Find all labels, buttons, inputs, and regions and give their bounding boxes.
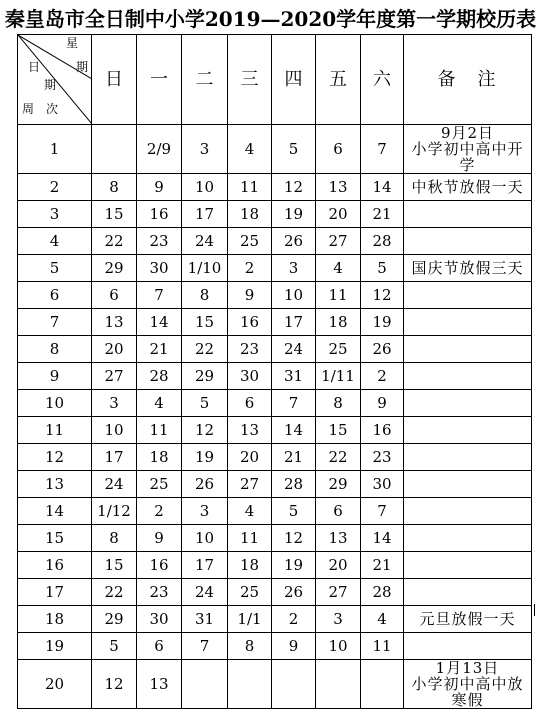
date-cell-wed: 11 <box>228 174 272 201</box>
date-cell-tue: 26 <box>182 471 228 498</box>
date-cell-sun: 17 <box>92 444 137 471</box>
date-cell-wed: 11 <box>228 525 272 552</box>
week-row <box>18 633 532 660</box>
date-cell-mon: 6 <box>137 633 182 660</box>
week-row <box>18 552 532 579</box>
date-cell-mon: 7 <box>137 282 182 309</box>
date-cell-mon: 4 <box>137 390 182 417</box>
date-cell-thu: 26 <box>272 228 316 255</box>
day-header-sun: 日 <box>92 35 137 125</box>
date-cell-sun: 15 <box>92 552 137 579</box>
date-cell-mon: 9 <box>137 525 182 552</box>
date-cell-mon: 18 <box>137 444 182 471</box>
note-cell <box>404 633 532 660</box>
date-cell-sun: 10 <box>92 417 137 444</box>
note-cell <box>404 363 532 390</box>
date-cell-sat: 7 <box>361 498 404 525</box>
date-cell-wed: 18 <box>228 201 272 228</box>
note-cell <box>404 390 532 417</box>
date-cell-tue: 5 <box>182 390 228 417</box>
week-number: 11 <box>18 417 92 444</box>
date-cell-mon: 21 <box>137 336 182 363</box>
week-row <box>18 228 532 255</box>
date-cell-wed: 9 <box>228 282 272 309</box>
date-cell-sun: 13 <box>92 309 137 336</box>
week-row <box>18 444 532 471</box>
date-cell-tue <box>182 660 228 709</box>
date-cell-thu: 5 <box>272 125 316 174</box>
date-cell-thu: 7 <box>272 390 316 417</box>
note-cell <box>404 552 532 579</box>
week-number: 19 <box>18 633 92 660</box>
note-line-2: 小学初中高中开学 <box>411 140 524 174</box>
date-cell-sat: 28 <box>361 228 404 255</box>
date-cell-thu: 5 <box>272 498 316 525</box>
date-cell-tue: 24 <box>182 579 228 606</box>
week-row <box>18 282 532 309</box>
week-number: 15 <box>18 525 92 552</box>
week-row <box>18 255 532 282</box>
week-number: 4 <box>18 228 92 255</box>
date-cell-thu: 28 <box>272 471 316 498</box>
week-row <box>18 201 532 228</box>
note-cell <box>404 228 532 255</box>
date-cell-tue: 3 <box>182 498 228 525</box>
note-cell <box>404 579 532 606</box>
date-cell-mon: 16 <box>137 552 182 579</box>
date-cell-thu: 2 <box>272 606 316 633</box>
date-cell-tue: 8 <box>182 282 228 309</box>
date-cell-sun: 8 <box>92 174 137 201</box>
date-cell-fri: 18 <box>316 309 361 336</box>
date-cell-fri: 6 <box>316 498 361 525</box>
week-number: 8 <box>18 336 92 363</box>
date-cell-fri: 1/11 <box>316 363 361 390</box>
date-cell-sat: 14 <box>361 525 404 552</box>
date-cell-thu: 12 <box>272 525 316 552</box>
date-cell-sun: 6 <box>92 282 137 309</box>
date-cell-fri: 13 <box>316 525 361 552</box>
date-cell-mon: 16 <box>137 201 182 228</box>
date-cell-thu: 19 <box>272 552 316 579</box>
date-cell-sun: 3 <box>92 390 137 417</box>
date-cell-sat: 4 <box>361 606 404 633</box>
date-cell-wed: 30 <box>228 363 272 390</box>
date-cell-mon: 13 <box>137 660 182 709</box>
note-cell <box>404 498 532 525</box>
note-cell <box>404 444 532 471</box>
date-cell-sun: 27 <box>92 363 137 390</box>
date-cell-wed: 27 <box>228 471 272 498</box>
date-cell-thu: 17 <box>272 309 316 336</box>
week-row <box>18 174 532 201</box>
date-cell-mon: 23 <box>137 228 182 255</box>
week-row <box>18 363 532 390</box>
date-cell-mon: 2/9 <box>137 125 182 174</box>
note-line: 1月13日 <box>435 659 500 677</box>
week-row <box>18 309 532 336</box>
date-cell-thu: 9 <box>272 633 316 660</box>
day-header-tue: 二 <box>182 35 228 125</box>
date-cell-sun <box>92 125 137 174</box>
week-number: 7 <box>18 309 92 336</box>
school-calendar-table <box>17 34 532 709</box>
date-cell-sun: 22 <box>92 228 137 255</box>
week-row <box>18 336 532 363</box>
date-cell-thu: 24 <box>272 336 316 363</box>
date-cell-thu: 26 <box>272 579 316 606</box>
date-cell-mon: 25 <box>137 471 182 498</box>
date-cell-fri: 20 <box>316 552 361 579</box>
day-header-fri: 五 <box>316 35 361 125</box>
note-cell <box>404 309 532 336</box>
date-cell-tue: 22 <box>182 336 228 363</box>
date-cell-thu <box>272 660 316 709</box>
diag-label-ci: 次 <box>46 102 59 116</box>
week-row <box>18 471 532 498</box>
date-cell-sun: 20 <box>92 336 137 363</box>
date-cell-fri: 6 <box>316 125 361 174</box>
day-header-sat: 六 <box>361 35 404 125</box>
date-cell-sun: 22 <box>92 579 137 606</box>
date-cell-tue: 29 <box>182 363 228 390</box>
date-cell-sun: 12 <box>92 660 137 709</box>
week-number: 18 <box>18 606 92 633</box>
date-cell-sat: 21 <box>361 201 404 228</box>
date-cell-mon: 14 <box>137 309 182 336</box>
date-cell-tue: 12 <box>182 417 228 444</box>
date-cell-tue: 31 <box>182 606 228 633</box>
date-cell-mon: 30 <box>137 606 182 633</box>
date-cell-tue: 19 <box>182 444 228 471</box>
date-cell-tue: 10 <box>182 174 228 201</box>
note-cell <box>404 336 532 363</box>
date-cell-sat <box>361 660 404 709</box>
date-cell-fri: 27 <box>316 228 361 255</box>
day-header-wed: 三 <box>228 35 272 125</box>
note-cell <box>404 255 532 282</box>
note-cell <box>404 174 532 201</box>
week-row <box>18 417 532 444</box>
date-cell-thu: 21 <box>272 444 316 471</box>
date-cell-sat: 26 <box>361 336 404 363</box>
week-number: 1 <box>18 125 92 174</box>
date-cell-fri <box>316 660 361 709</box>
date-cell-wed: 4 <box>228 125 272 174</box>
diag-label-zhou: 周 <box>22 102 35 116</box>
date-cell-sat: 21 <box>361 552 404 579</box>
date-cell-tue: 7 <box>182 633 228 660</box>
date-cell-tue: 15 <box>182 309 228 336</box>
note-cell <box>404 201 532 228</box>
date-cell-tue: 17 <box>182 552 228 579</box>
edge-mark <box>534 604 535 616</box>
date-cell-sun: 1/12 <box>92 498 137 525</box>
note-cell <box>404 606 532 633</box>
date-cell-tue: 24 <box>182 228 228 255</box>
week-row <box>18 390 532 417</box>
date-cell-sun: 29 <box>92 606 137 633</box>
week-row <box>18 525 532 552</box>
week-row <box>18 579 532 606</box>
date-cell-sun: 15 <box>92 201 137 228</box>
date-cell-wed: 4 <box>228 498 272 525</box>
diagonal-header-cell <box>18 35 92 125</box>
date-cell-mon: 30 <box>137 255 182 282</box>
note-line: 9月2日 <box>440 124 495 142</box>
note-line-2: 小学初中高中放寒假 <box>411 675 524 709</box>
date-cell-sun: 8 <box>92 525 137 552</box>
week-number: 13 <box>18 471 92 498</box>
date-cell-thu: 10 <box>272 282 316 309</box>
date-cell-wed: 18 <box>228 552 272 579</box>
date-cell-sun: 5 <box>92 633 137 660</box>
date-cell-fri: 15 <box>316 417 361 444</box>
date-cell-tue: 1/10 <box>182 255 228 282</box>
week-number: 6 <box>18 282 92 309</box>
date-cell-sat: 5 <box>361 255 404 282</box>
date-cell-wed: 25 <box>228 579 272 606</box>
date-cell-wed: 8 <box>228 633 272 660</box>
date-cell-sat: 23 <box>361 444 404 471</box>
date-cell-wed: 25 <box>228 228 272 255</box>
week-number: 12 <box>18 444 92 471</box>
week-number: 3 <box>18 201 92 228</box>
date-cell-wed: 2 <box>228 255 272 282</box>
date-cell-sat: 16 <box>361 417 404 444</box>
date-cell-wed: 6 <box>228 390 272 417</box>
diag-label-xing: 星 <box>66 36 79 50</box>
note-cell <box>404 525 532 552</box>
week-row <box>18 125 532 174</box>
date-cell-wed: 20 <box>228 444 272 471</box>
date-cell-fri: 22 <box>316 444 361 471</box>
note-cell <box>404 282 532 309</box>
date-cell-sat: 2 <box>361 363 404 390</box>
calendar-title: 秦皇岛市全日制中小学2019—2020学年度第一学期校历表 <box>4 7 537 31</box>
date-cell-thu: 31 <box>272 363 316 390</box>
diag-label-qi1: 期 <box>76 60 89 74</box>
diag-label-ri: 日 <box>28 60 41 74</box>
date-cell-wed: 13 <box>228 417 272 444</box>
date-cell-sun: 24 <box>92 471 137 498</box>
date-cell-fri: 8 <box>316 390 361 417</box>
date-cell-fri: 27 <box>316 579 361 606</box>
note-line: 中秋节放假一天 <box>411 178 524 196</box>
date-cell-fri: 10 <box>316 633 361 660</box>
date-cell-thu: 12 <box>272 174 316 201</box>
header-row <box>18 35 532 125</box>
week-number: 9 <box>18 363 92 390</box>
date-cell-sat: 30 <box>361 471 404 498</box>
note-cell <box>404 471 532 498</box>
date-cell-mon: 28 <box>137 363 182 390</box>
date-cell-thu: 14 <box>272 417 316 444</box>
note-line: 元旦放假一天 <box>419 610 516 628</box>
date-cell-mon: 23 <box>137 579 182 606</box>
week-row <box>18 606 532 633</box>
week-row <box>18 660 532 709</box>
date-cell-thu: 3 <box>272 255 316 282</box>
date-cell-sat: 11 <box>361 633 404 660</box>
date-cell-fri: 13 <box>316 174 361 201</box>
date-cell-fri: 4 <box>316 255 361 282</box>
date-cell-fri: 20 <box>316 201 361 228</box>
week-number: 5 <box>18 255 92 282</box>
week-number: 14 <box>18 498 92 525</box>
date-cell-wed: 16 <box>228 309 272 336</box>
week-number: 20 <box>18 660 92 709</box>
date-cell-tue: 10 <box>182 525 228 552</box>
note-cell <box>404 660 532 709</box>
week-number: 16 <box>18 552 92 579</box>
day-header-mon: 一 <box>137 35 182 125</box>
date-cell-tue: 17 <box>182 201 228 228</box>
date-cell-thu: 19 <box>272 201 316 228</box>
date-cell-fri: 29 <box>316 471 361 498</box>
note-cell <box>404 125 532 174</box>
note-line: 国庆节放假三天 <box>411 259 524 277</box>
date-cell-sat: 9 <box>361 390 404 417</box>
date-cell-sat: 14 <box>361 174 404 201</box>
notes-header: 备注 <box>404 35 532 125</box>
date-cell-sat: 12 <box>361 282 404 309</box>
week-number: 10 <box>18 390 92 417</box>
date-cell-mon: 9 <box>137 174 182 201</box>
date-cell-sun: 29 <box>92 255 137 282</box>
date-cell-sat: 28 <box>361 579 404 606</box>
date-cell-sat: 19 <box>361 309 404 336</box>
date-cell-fri: 11 <box>316 282 361 309</box>
date-cell-mon: 11 <box>137 417 182 444</box>
date-cell-tue: 3 <box>182 125 228 174</box>
date-cell-wed: 23 <box>228 336 272 363</box>
date-cell-sat: 7 <box>361 125 404 174</box>
note-cell <box>404 417 532 444</box>
date-cell-fri: 3 <box>316 606 361 633</box>
diag-label-qi2: 期 <box>44 78 57 92</box>
date-cell-mon: 2 <box>137 498 182 525</box>
week-number: 17 <box>18 579 92 606</box>
day-header-thu: 四 <box>272 35 316 125</box>
date-cell-wed: 1/1 <box>228 606 272 633</box>
date-cell-fri: 25 <box>316 336 361 363</box>
date-cell-wed <box>228 660 272 709</box>
week-row <box>18 498 532 525</box>
week-number: 2 <box>18 174 92 201</box>
